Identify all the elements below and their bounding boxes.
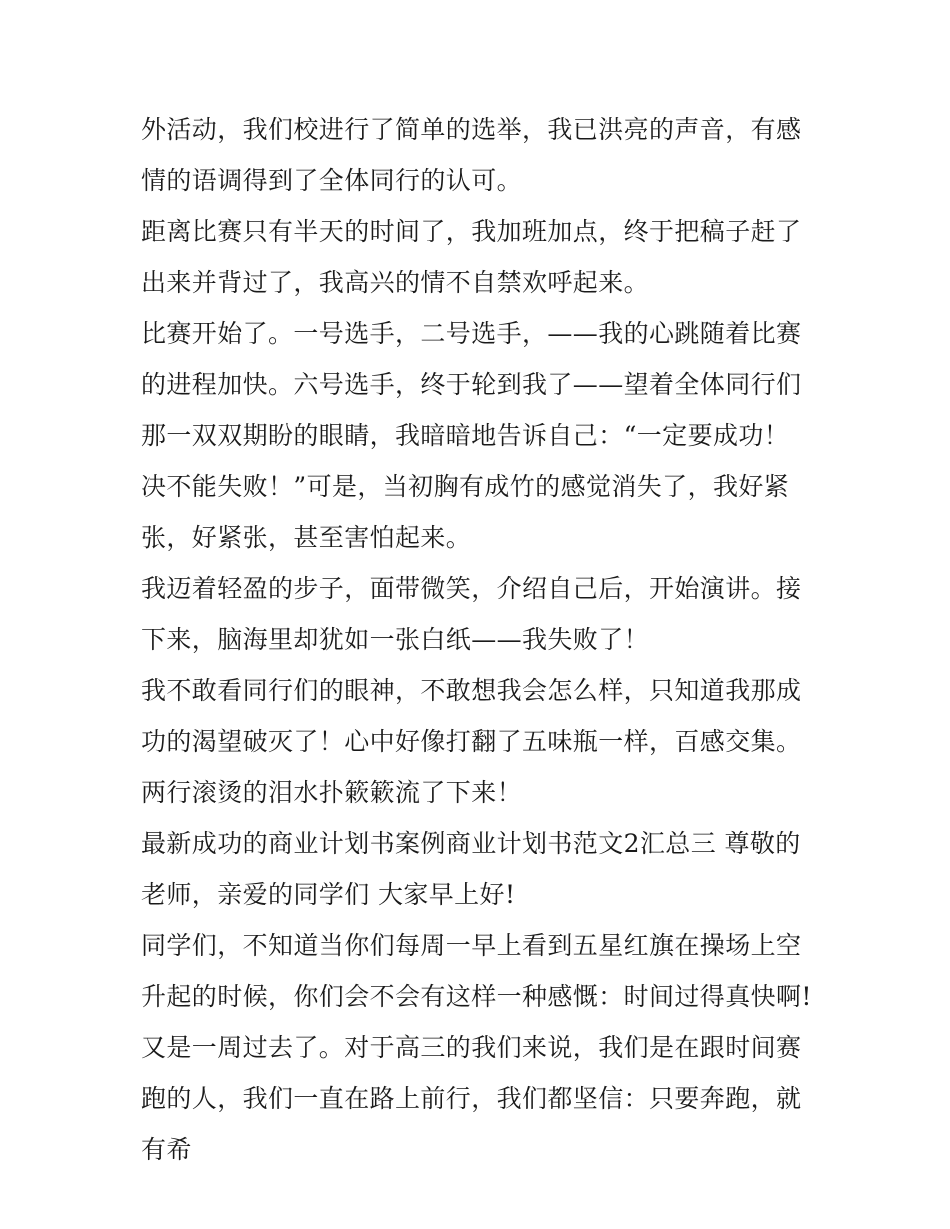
paragraph: 外活动，我们校进行了简单的选举，我已洪亮的声音，有感情的语调得到了全体同行的认可。 [141,115,802,195]
paragraph: 我迈着轻盈的步子，面带微笑，介绍自己后，开始演讲。接下来，脑海里却犹如一张白纸——我失败了！ [141,574,802,654]
paragraph: 同学们，不知道当你们每周一早上看到五星红旗在操场上空升起的时候，你们会不会有这样一种感慨：时间过得真快啊!又是一周过去了。对于高三的我们来说，我们是在跟时间赛跑的人，我们一直在路上前行，我们都坚信：只要奔跑，就有希 [141,931,812,1164]
paragraph: 最新成功的商业计划书案例商业计划书范文2汇总三 尊敬的老师，亲爱的同学们 大家早上好! [141,829,801,909]
paragraph: 我不敢看同行们的眼神，不敢想我会怎么样，只知道我那成功的渴望破灭了！心中好像打翻了五味瓶一样，百感交集。 两行滚烫的泪水扑簌簌流了下来！ [141,676,802,807]
document-body [141,104,813,1175]
paragraph: 距离比赛只有半天的时间了，我加班加点，终于把稿子赶了出来并背过了，我高兴的情不自禁欢呼起来。 [141,217,802,297]
paragraph: 比赛开始了。一号选手，二号选手，——我的心跳随着比赛的进程加快。六号选手，终于轮到我了——望着全体同行们那一双双期盼的眼睛，我暗暗地告诉自己：“一定要成功！决不能失败！”可是，当初胸有成竹的感觉消失了，我好紧张，好紧张，甚至害怕起来。 [141,319,802,552]
